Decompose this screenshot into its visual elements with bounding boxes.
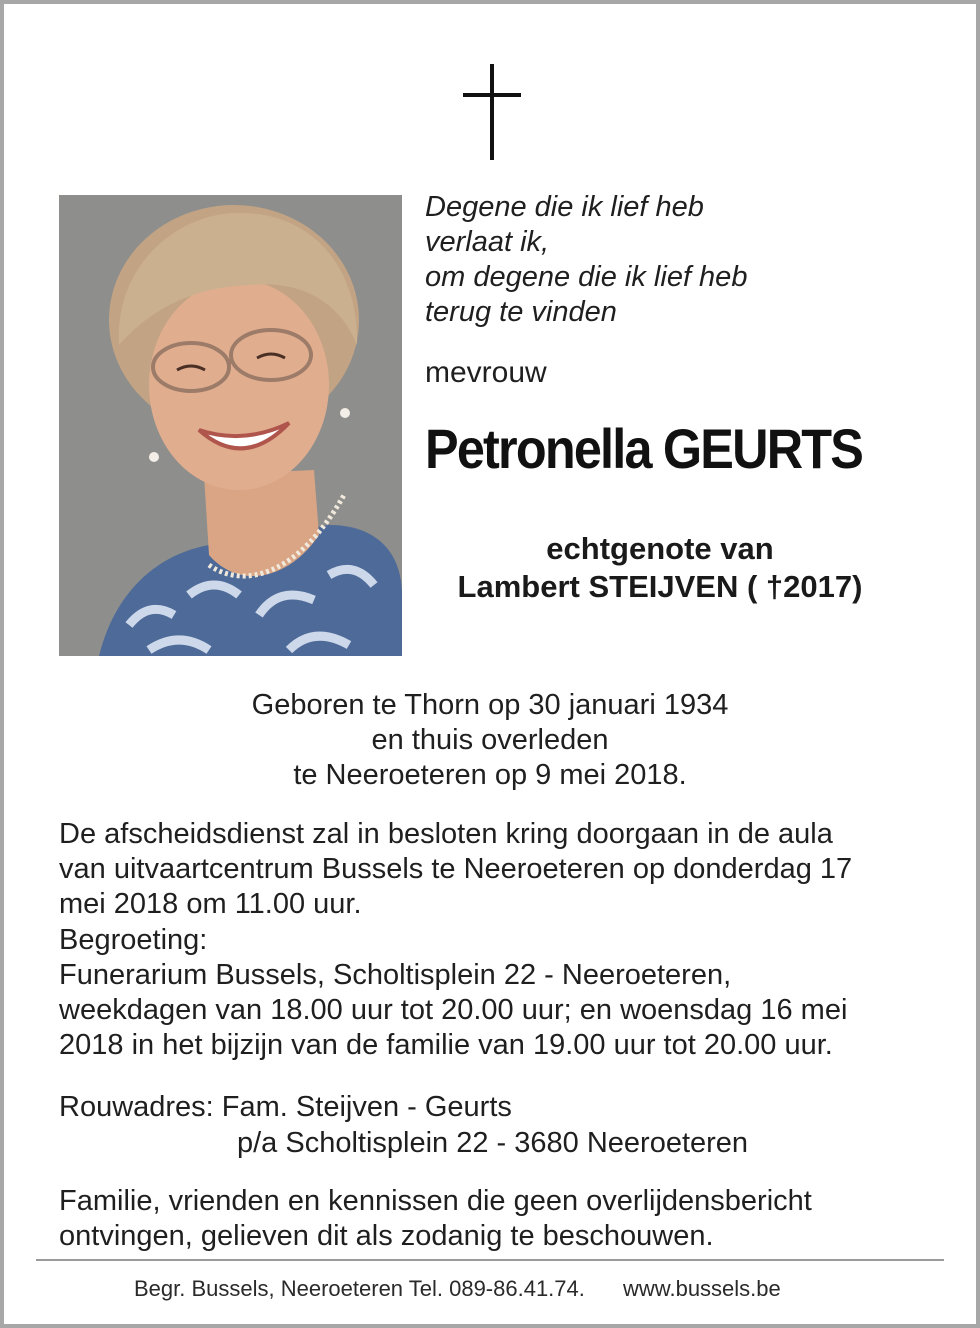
- poem-line: Degene die ik lief heb: [425, 191, 704, 223]
- portrait-photo: [59, 195, 402, 656]
- service-line: 2018 in het bijzijn van de familie van 19.00 uur tot 20.00 uur.: [59, 1029, 833, 1062]
- footer: [134, 1276, 781, 1302]
- service-line: Funerarium Bussels, Scholtisplein 22 - Neeroeteren,: [59, 958, 732, 991]
- birth-death-line: en thuis overleden: [371, 724, 609, 756]
- birth-death-line: Geboren te Thorn op 30 januari 1934: [251, 689, 729, 721]
- service-line: van uitvaartcentrum Bussels te Neeroeteren op donderdag 17: [59, 853, 853, 886]
- poem-line: verlaat ik,: [425, 226, 550, 258]
- service-line: De afscheidsdienst zal in besloten kring doorgaan in de aula: [59, 818, 833, 850]
- poem-line: om degene die ik lief heb: [425, 261, 748, 293]
- mourning-address: [59, 1089, 949, 1161]
- footer-divider: [36, 1259, 944, 1261]
- footer-contact: Begr. Bussels, Neeroeteren Tel. 089-86.41.74.: [134, 1276, 585, 1301]
- cross-icon: [463, 64, 521, 160]
- notice-line: ontvingen, gelieven dit als zodanig te beschouwen.: [59, 1220, 714, 1252]
- honorific: mevrouw: [425, 356, 547, 389]
- memorial-poem: [425, 190, 945, 330]
- spouse-relation: echtgenote van: [546, 531, 774, 566]
- poem-line: terug te vinden: [425, 296, 617, 328]
- notice-line: Familie, vrienden en kennissen die geen overlijdensbericht: [59, 1185, 812, 1217]
- service-details: [59, 817, 949, 1063]
- spouse-block: [410, 530, 910, 606]
- birth-death-info: [90, 688, 890, 793]
- address-line: Rouwadres: Fam. Steijven - Geurts: [59, 1091, 512, 1123]
- footer-website-link[interactable]: www.bussels.be: [623, 1276, 781, 1301]
- service-line: Begroeting:: [59, 923, 208, 956]
- deceased-name: Petronella GEURTS: [425, 417, 863, 480]
- birth-death-line: te Neeroeteren op 9 mei 2018.: [293, 759, 687, 791]
- service-line: mei 2018 om 11.00 uur.: [59, 888, 362, 921]
- family-notice: [59, 1184, 949, 1254]
- spouse-name: Lambert STEIJVEN ( †2017): [457, 569, 863, 604]
- service-line: weekdagen van 18.00 uur tot 20.00 uur; en woensdag 16 mei: [59, 994, 848, 1027]
- address-line: p/a Scholtisplein 22 - 3680 Neeroeteren: [237, 1127, 749, 1159]
